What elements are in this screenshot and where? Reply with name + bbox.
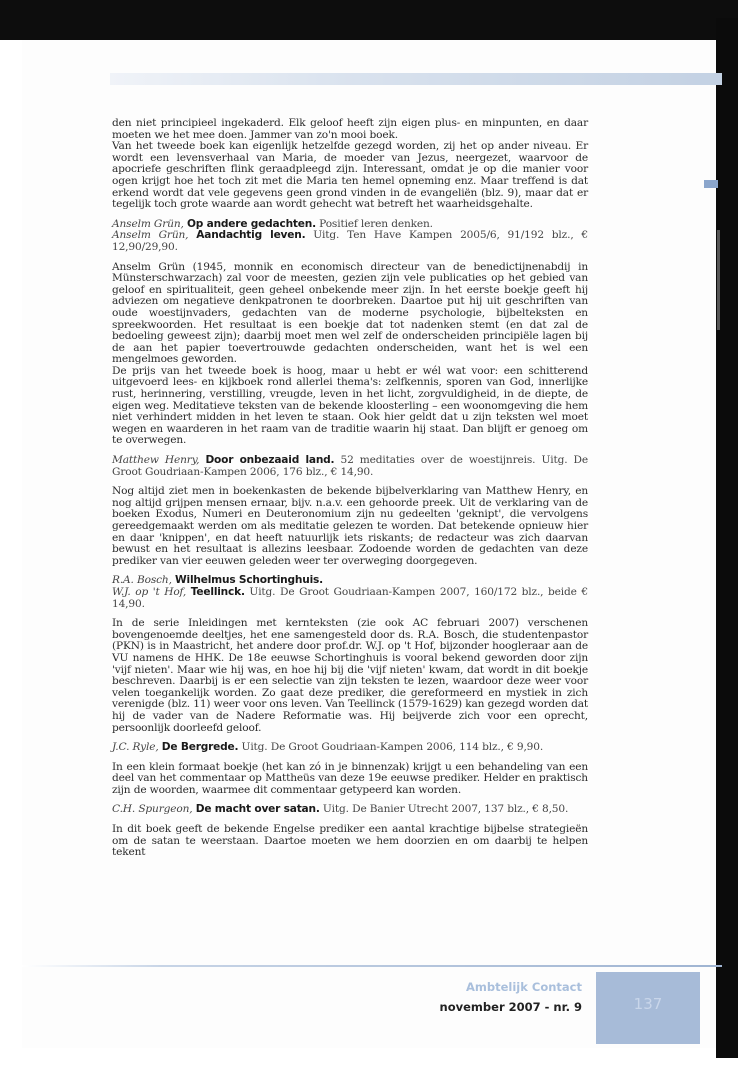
book-reference — [112, 804, 588, 816]
book-author: C.H. Spurgeon, — [112, 803, 193, 816]
book-details: Positief leren denken. — [315, 217, 433, 230]
book-title: Op andere gedachten. — [186, 217, 316, 230]
article-body — [112, 118, 588, 859]
body-paragraph: Anselm Grün (1945, monnik en economisch directeur van de benedictijnenabdij in Münsterschwarzach) zal voor de meesten, gezien zijn vele publicaties op het gebied van geloof en spiritualiteit, geen geheel onbekende meer zijn. In het eerste boekje geeft hij adviezen om negatieve denkpatronen te doorbreken. Daartoe put hij uit geschriften van oude woestijnvaders, gedachten van de moderne psychologie, bijbelteksten en spreekwoorden. Het resultaat is een boekje dat tot nadenken stemt (en dat zal de bedoeling geweest zijn); daarbij moet men wel zelf de onderscheiden principiële lagen bij de aan het papier toevertrouwde gedachten onderscheiden, want het is wel een mengelmoes geworden. — [112, 260, 588, 366]
book-details: Uitg. Ten Have Kampen 2005/6, 91/192 blz., € 12,90/29,90. — [112, 229, 588, 253]
book-title: Aandachtig leven. — [196, 229, 306, 242]
scan-border-top — [0, 0, 738, 40]
side-tab-marker — [704, 180, 718, 188]
body-paragraph: In dit boek geeft de bekende Engelse prediker een aantal krachtige bijbelse strategieën om de satan te weerstaan. Daartoe moeten we hem doorzien en om daarbij te helpen tekent — [112, 823, 588, 859]
book-title: De Bergrede. — [161, 741, 239, 754]
book-author: Anselm Grün, — [112, 217, 184, 230]
book-reference — [112, 230, 588, 253]
book-details: Uitg. De Banier Utrecht 2007, 137 blz., € 8,50. — [319, 803, 569, 816]
book-author: Matthew Henry, — [112, 454, 200, 467]
book-author: J.C. Ryle, — [112, 741, 159, 754]
issue-label: november 2007 - nr. 9 — [439, 1000, 582, 1014]
body-paragraph: In een klein formaat boekje (het kan zó in je binnenzak) krijgt u een behandeling van een deel van het commentaar op Mattheüs van deze 19e eeuwse prediker. Helder en praktisch zijn de woorden, waarmee dit commentaar getypeerd kan worden. — [112, 760, 588, 796]
book-details: 52 meditaties over de woestijnreis. Uitg. De Groot Goudriaan-Kampen 2006, 176 blz., € 14,90. — [112, 454, 588, 478]
book-author: W.J. op 't Hof, — [112, 585, 187, 598]
body-paragraph: Van het tweede boek kan eigenlijk hetzelfde gezegd worden, zij het op ander niveau. Er wordt een levensverhaal van Maria, de moeder van Jezus, neergezet, waarvoor de apocriefe geschriften flink geraadpleegd zijn. Interessant, omdat je op die manier voor ogen krijgt hoe het toch zit met die Maria ten hemel opneming enz. Maar treffend is dat erkend wordt dat vele gegevens geen grond vinden in de evangeliën (blz. 9), maar dat er tegelijk toch grote waarde aan wordt gehecht wat betreft het waarheidsgehalte. — [112, 140, 588, 211]
book-reference — [112, 587, 588, 610]
book-author: R.A. Bosch, — [112, 574, 172, 587]
header-band — [110, 73, 722, 85]
book-reference — [112, 742, 588, 754]
body-paragraph: den niet principieel ingekaderd. Elk geloof heeft zijn eigen plus- en minpunten, en daar moeten we het mee doen. Jammer van zo'n mooi boek. — [112, 117, 588, 141]
page-number: 137 — [633, 995, 663, 1013]
scan-edge-shadow — [717, 230, 720, 330]
book-title: Door onbezaaid land. — [205, 454, 335, 467]
body-paragraph: De prijs van het tweede boek is hoog, maar u hebt er wél wat voor: een schitterend uitgevoerd lees- en kijkboek rond allerlei thema's: zelfkennis, sporen van God, innerlijke rust, herinnering, verstilling, vreugde, leven in het licht, zorgvuldigheid, in de diepte, de eigen weg. Meditatieve teksten van de bekende kloosterling – een woonomgeving die hem niet verhindert midden in het leven te staan. Ook hier geldt dat u zijn teksten wel moet wegen en waarderen in het raam van de traditie waarin hij staat. Dan blijft er genoeg om te overwegen. — [112, 364, 588, 447]
magazine-title: Ambtelijk Contact — [466, 980, 582, 994]
scan-border-right — [716, 18, 738, 1058]
book-title: Wilhelmus Schortinghuis. — [175, 574, 323, 587]
book-details: Uitg. De Groot Goudriaan-Kampen 2007, 160/172 blz., beide € 14,90. — [112, 585, 589, 610]
book-title: De macht over satan. — [195, 803, 320, 816]
body-paragraph: In de serie Inleidingen met kernteksten (zie ook AC februari 2007) verschenen bovengenoemde deeltjes, het ene samengesteld door ds. R.A. Bosch, die studentenpastor (PKN) is in Maastricht, het andere door prof.dr. W.J. op 't Hof, bijzonder hoogleraar aan de VU namens de HHK. De 18e eeuwse Schortinghuis is vooral bekend geworden door zijn 'vijf nieten'. Maar wie hij was, en hoe hij bij die 'vijf nieten' kwam, dat wordt in dit boekje beschreven. Daarbij is er een selectie van zijn teksten te lezen, waardoor deze weer voor velen toegankelijk worden. Zo gaat deze prediker, die gereformeerd en mystiek in zich verenigde (blz. 11) weer voor ons leven. Van Teellinck (1579-1629) kan gezegd worden dat hij de vader van de Nadere Reformatie was. Hij beijverde zich voor een oprecht, persoonlijk doorleefd geloof. — [112, 617, 588, 734]
book-reference — [112, 455, 588, 478]
book-details: Uitg. De Groot Goudriaan-Kampen 2006, 114 blz., € 9,90. — [238, 741, 544, 754]
book-title: Teellinck. — [190, 585, 245, 598]
footer-rule — [22, 965, 722, 967]
body-paragraph: Nog altijd ziet men in boekenkasten de bekende bijbelverklaring van Matthew Henry, en nog altijd grijpen mensen ernaar, bijv. n.a.v. een gehoorde preek. Uit de verklaring van de boeken Exodus, Numeri en Deuteronomium zijn nu gedeelten 'geknipt', die vervolgens gereedgemaakt werden om als meditatie gelezen te worden. Dat betekende opnieuw hier en daar 'knippen', en dat heeft natuurlijk iets riskants; de redacteur was zich daarvan bewust en het resultaat is allezins leesbaar. Zodoende worden de gedachten van deze prediker van vier eeuwen geleden weer ter overweging doorgegeven. — [112, 485, 588, 567]
book-author: Anselm Grün, — [112, 229, 189, 242]
